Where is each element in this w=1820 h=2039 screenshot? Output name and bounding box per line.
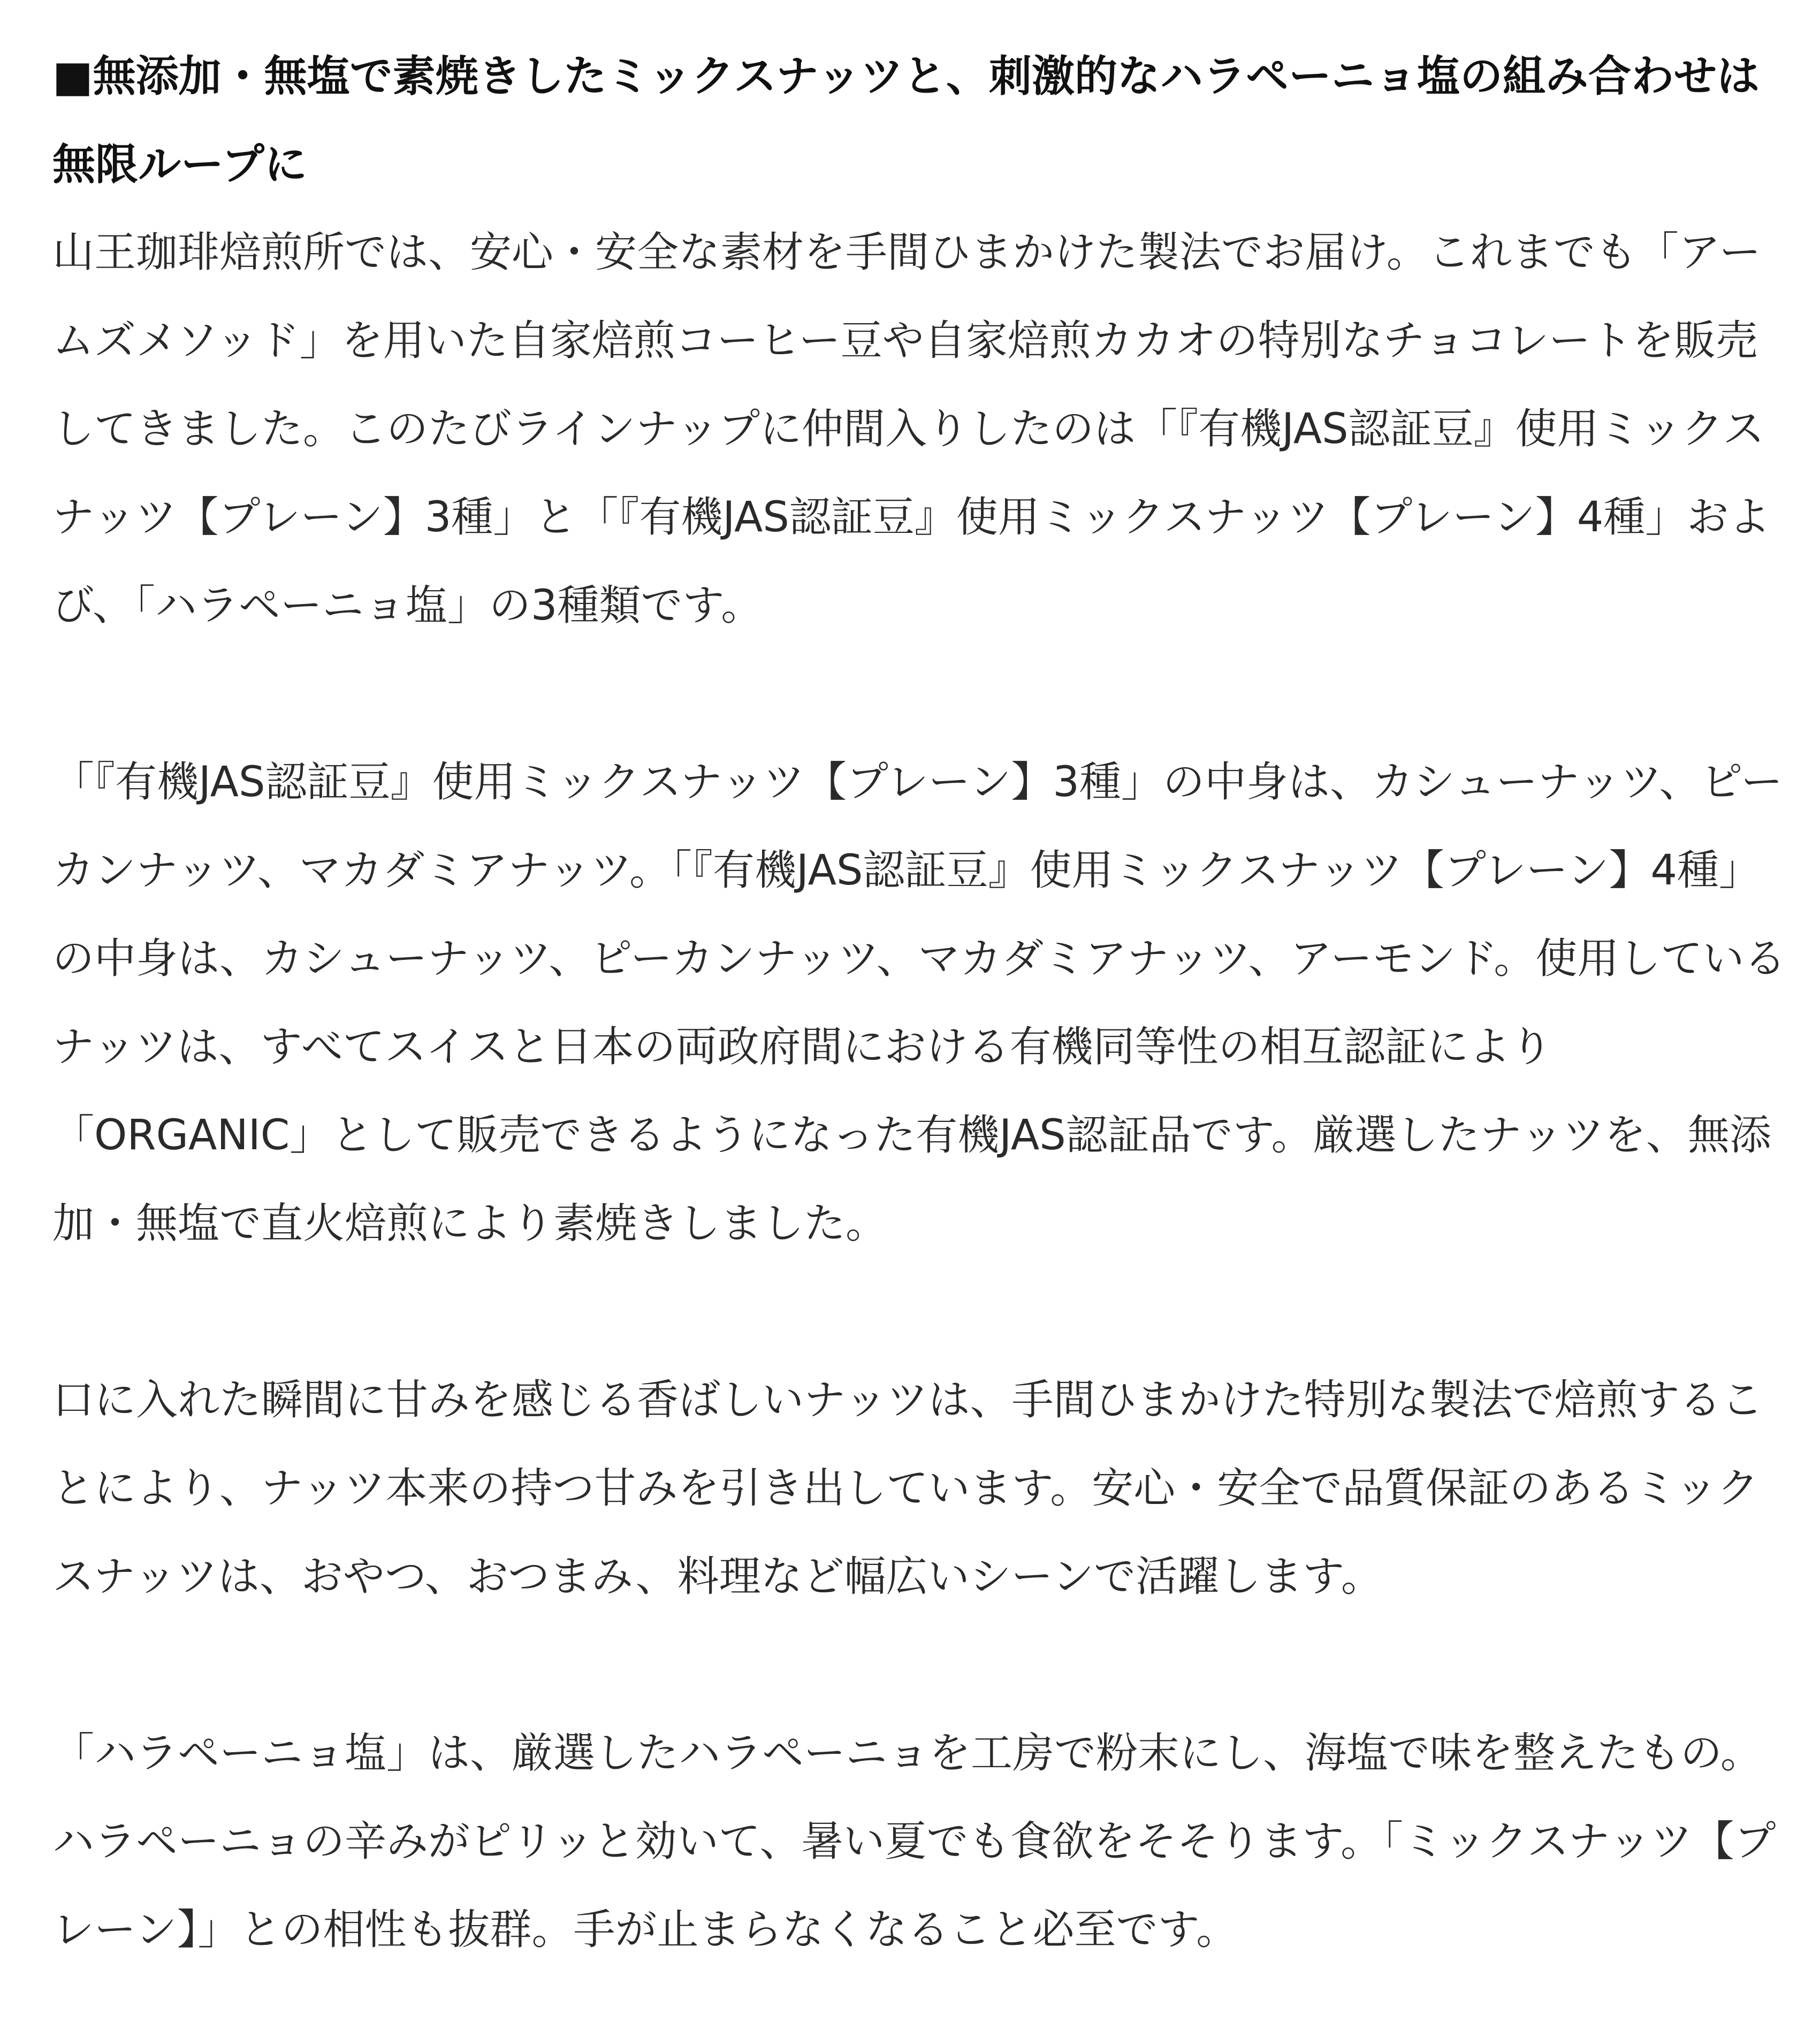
paragraph-nut-contents: 「『有機JAS認証豆』使用ミックスナッツ【プレーン】3種」の中身は、カシューナッツ、ピーカンナッツ、マカダミアナッツ。「『有機JAS認証豆』使用ミックスナッツ【プレーン】4種」の中身は、カシューナッツ、ピーカンナッツ、マカダミアナッツ、アーモンド。使用しているナッツは、すべてスイスと日本の両政府間における有機同等性の相互認証により「ORGANIC」として販売できるようになった有機JAS認証品です。厳選したナッツを、無添加・無塩で直火焙煎により素焼きしました。 [52, 758, 1786, 1248]
article-body [52, 32, 1797, 1974]
paragraph-intro: 山王珈琲焙煎所では、安心・安全な素材を手間ひまかけた製法でお届け。これまでも「アームズメソッド」を用いた自家焙煎コーヒー豆や自家焙煎カカオの特別なチョコレートを販売してきました。このたびラインナップに仲間入りしたのは「『有機JAS認証豆』使用ミックスナッツ【プレーン】3種」と「『有機JAS認証豆』使用ミックスナッツ【プレーン】4種」および、「ハラペーニョ塩」の3種類です。 [52, 228, 1771, 630]
paragraph-flavor: 口に入れた瞬間に甘みを感じる香ばしいナッツは、手間ひまかけた特別な製法で焙煎することにより、ナッツ本来の持つ甘みを引き出しています。安心・安全で品質保証のあるミックスナッツは、おやつ、おつまみ、料理など幅広いシーンで活躍します。 [52, 1376, 1763, 1601]
paragraph-jalapeno-salt: 「ハラペーニョ塩」は、厳選したハラペーニョを工房で粉末にし、海塩で味を整えたもの。ハラペーニョの辛みがピリッと効いて、暑い夏でも食欲をそそります。「ミックスナッツ【プレーン】」との相性も抜群。手が止まらなくなること必至です。 [52, 1729, 1776, 1954]
section-heading: ■無添加・無塩で素焼きしたミックスナッツと、刺激的なハラペーニョ塩の組み合わせは無限ループに [52, 51, 1760, 189]
